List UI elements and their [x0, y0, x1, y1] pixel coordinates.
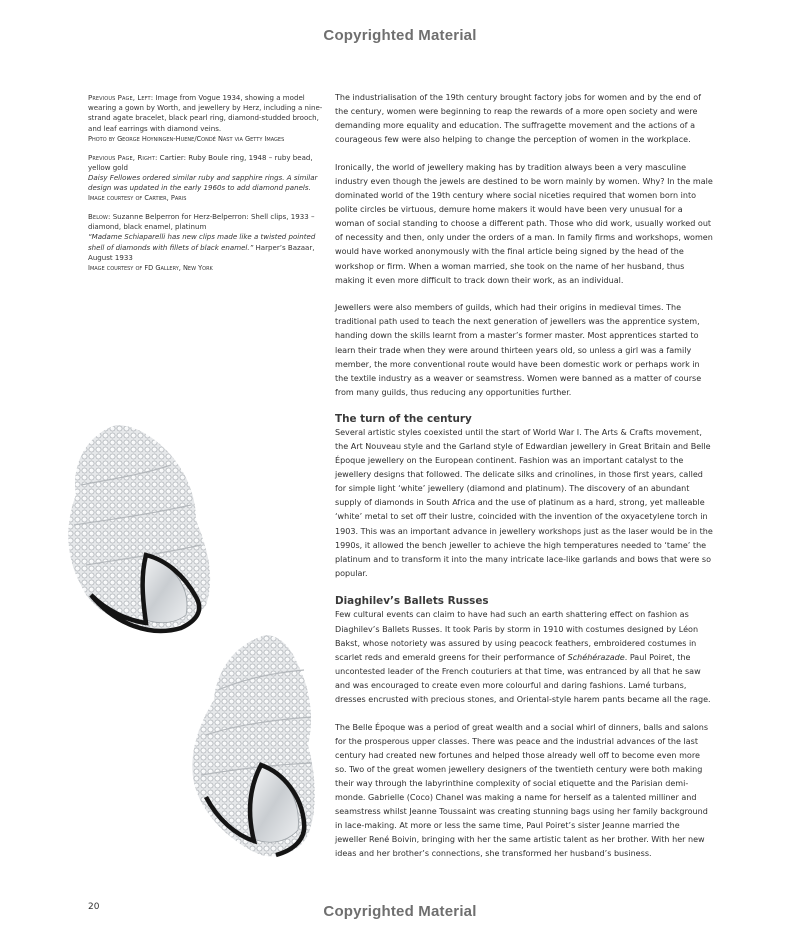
shell-clip-lower	[192, 635, 314, 856]
caption-italic-quote: “Madame Schiaparelli has new clips made like a twisted pointed shell of diamonds with fillets of black enamel.”	[88, 232, 316, 252]
caption-credit: Photo by George Hoyningen-Huene/Condé Nast via Getty Images	[88, 134, 285, 143]
heading-turn-of-century: The turn of the century	[335, 412, 472, 425]
caption-text: Suzanne Belperron for Herz-Belperron: Shell clips, 1933 – diamond, black enamel, platinum	[88, 212, 315, 232]
caption-text: Cartier: Ruby Boule ring, 1948 – ruby bead, yellow gold	[88, 152, 313, 172]
caption-credit: Image courtesy of Cartier, Paris	[88, 194, 187, 203]
paragraph-guilds: Jewellers were also members of guilds, which had their origins in medieval times. The traditional path used to teach the next generation of jewellers was the apprentice system, handing down the skills learnt from a master’s former master. Most apprentices started to learn their trade when they were around thirteen years old, so unless a girl was a family member, the more conventional route would have been domestic work or perhaps work in the textile industry as a weaver or seamstress. Women were banned as a matter of course from many guilds, thus reducing any opportunities further.	[335, 303, 702, 397]
heading-ballets-russes: Diaghilev’s Ballets Russes	[335, 595, 489, 608]
caption-italic-note: Daisy Fellowes ordered similar ruby and sapphire rings. A similar design was updated in the early 1960s to add diamond panels.	[88, 172, 318, 193]
paragraph-artistic-styles: Several artistic styles coexisted until the start of World War I. The Arts & Crafts movement, the Art Nouveau style and the Garland style of Edwardian jewellery in Great Britain and Belle Époque jewellery on the European continent. Fashion was an important catalyst to the jewellery designs that followed. The delicate silks and crinolines, in those first years, called for simple light ‘white’ jewellery (diamond and platinum). The discovery of an abundant supply of diamonds in South Africa and the use of platinum as a hard, strong, yet malleable ‘white’ metal to set off their lustre, coincided with the invention of the oxyacetylene torch in 1903. This was an important advance in jewellery workshops just as the laser would be in the 1990s, it allowed the bench jeweller to achieve the high temperatures needed to ‘tame’ the platinum and to transform it into the many intricate lace-like garlands and bows that were so popular.	[335, 427, 713, 578]
caption-column	[88, 93, 324, 282]
caption-previous-left	[88, 93, 324, 144]
shell-clip-upper	[68, 425, 210, 631]
paragraph-ballets-russes	[335, 608, 713, 707]
paragraph-masculine-industry: Ironically, the world of jewellery making has by tradition always been a very masculine industry even though the jewels are destined to be worn mainly by women. Why? In the male dominated world of the 19th century where social niceties required that women born into polite circles be virtuous, demure home makers it would have been very unusual for a woman of social standing to choose a different path. Those who did work, usually worked out of necessity and then, only under the orders of a man. In family firms and workshops, women would have worked anonymously with the final article being signed by the head of the workshop or firm. When a woman married, she took on the name of her husband, thus making it even more difficult to track down their work, as an individual.	[335, 162, 713, 285]
caption-label: Below:	[88, 212, 111, 222]
caption-label: Previous Page, Left:	[88, 93, 154, 102]
caption-label: Previous Page, Right:	[88, 152, 158, 162]
shell-clips-photo	[46, 425, 321, 865]
article-body	[335, 91, 713, 875]
caption-quote-source: Harper’s Bazaar, August 1933	[88, 242, 315, 262]
page-number: 20	[88, 902, 100, 912]
caption-below	[88, 212, 324, 273]
paragraph-belle-epoque: The Belle Époque was a period of great wealth and a social whirl of dinners, balls and salons for the prosperous upper classes. There was peace and the industrial advances of the last century had created new fortunes and helped those already well off to become even more so. Two of the great women jewellery designers of the twentieth century were both making their way through the labyrinthine complexity of social etiquette and the Parisian demi-monde. Gabrielle (Coco) Chanel was making a name for herself as a talented milliner and seamstress whilst Jeanne Toussaint was creating stunning bags using her family background in lace-making. At more or less the same time, Paul Poiret’s sister Jeanne married the jeweller René Boivin, bringing with her the same artistic talent as her brother. With her new ideas and her brother’s connections, she transformed her husband’s business.	[335, 722, 709, 859]
copyright-watermark-top: Copyrighted Material	[323, 27, 477, 44]
paragraph-ballets-russes-part2: . Paul Poiret, the uncontested leader of the French couturiers at that time, was entranced by all that he saw and was encouraged to create even more colourful and daring fashions. Lamé turbans, dresses encrusted with precious stones, and Oriental-style harem pants became all the rage.	[335, 652, 711, 704]
caption-text: Image from Vogue 1934, showing a model wearing a gown by Worth, and jewellery by Herz, including a nine-strand agate bracelet, black pearl ring, diamond-studded brooch, and leaf earrings with diamond veins.	[88, 93, 323, 133]
paragraph-ballets-russes-part1: Few cultural events can claim to have had such an earth shattering effect on fashion as Diaghilev’s Ballets Russes. It took Paris by storm in 1910 with costumes designed by Léon Bakst, whose notoriety was assured by using peacock feathers, embroidered costumes in scarlet reds and emerald greens for their performance of	[335, 610, 699, 662]
copyright-watermark-bottom: Copyrighted Material	[323, 903, 477, 920]
caption-previous-right	[88, 153, 324, 204]
caption-credit: Image courtesy of FD Gallery, New York	[88, 264, 213, 273]
title-scheherazade: Schéhérazade	[567, 652, 625, 662]
paragraph-industrialisation: The industrialisation of the 19th century brought factory jobs for women and by the end of the century, women were beginning to reap the rewards of a more open society and were demanding more equality and education. The suffragette movement and the actions of a courageous few were also helping to change the perception of women in the workplace.	[335, 93, 701, 145]
